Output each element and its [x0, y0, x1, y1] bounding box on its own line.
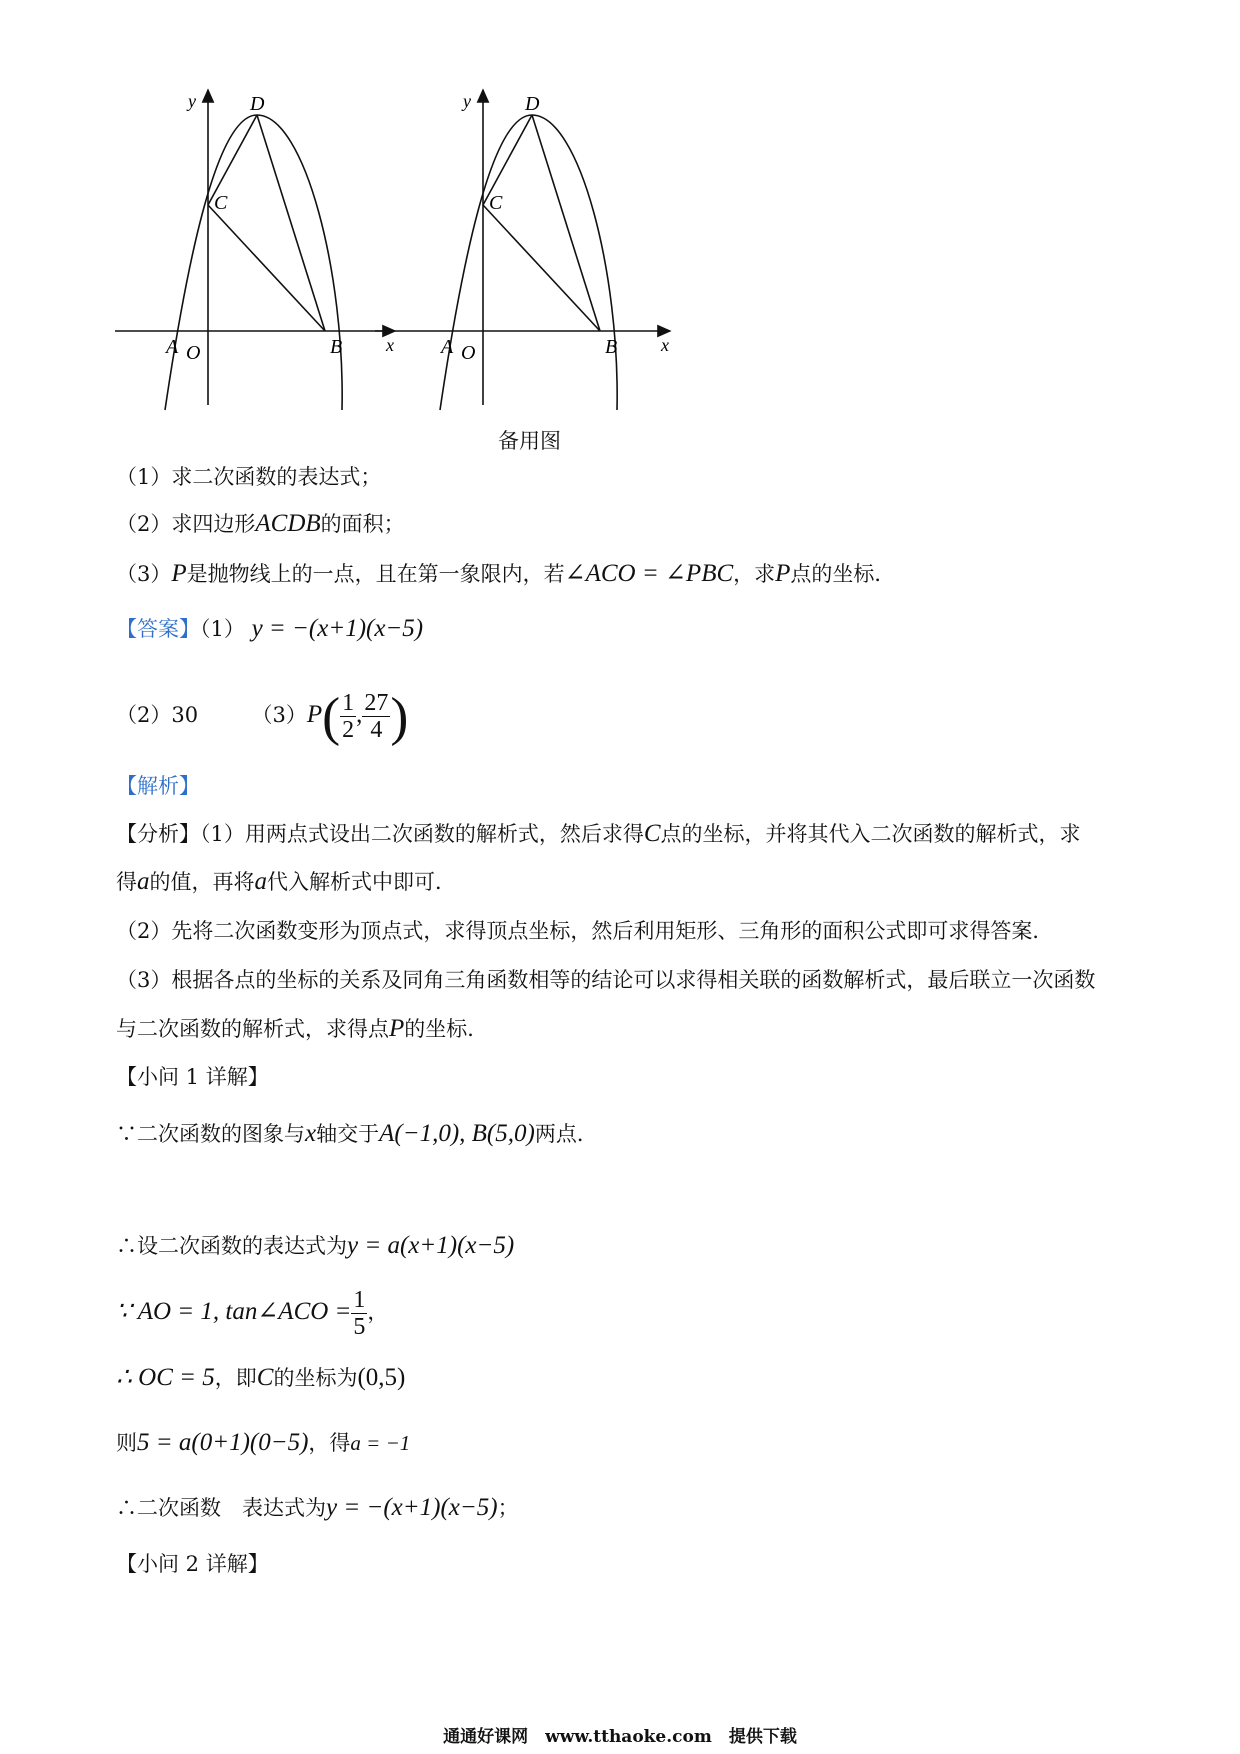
figure-caption: 备用图	[498, 429, 561, 453]
analysis-p3-line2: 与二次函数的解析式，求得点P的坐标．	[116, 1015, 489, 1042]
figures	[100, 85, 690, 430]
answer-2: （2）30	[116, 703, 199, 727]
detail-1-line5: 则5 = a(0+1)(0−5)，得a = −1	[116, 1429, 411, 1456]
analysis-p1-line1: 【分析】（1）用两点式设出二次函数的解析式，然后求得C点的坐标，并将其代入二次函数的解析式，求	[116, 820, 1081, 847]
detail-1-line3: ∵ AO = 1, tan∠ACO = $\frac{1}{5}$ ，	[116, 1287, 389, 1340]
detail-1-heading: 【小问 1 详解】	[116, 1065, 269, 1089]
label-y: y	[188, 91, 196, 111]
analysis-tag: 【解析】	[116, 774, 200, 798]
label-A: A	[166, 336, 179, 358]
label-x: x	[386, 335, 394, 355]
detail-1-line2: ∴设二次函数的表达式为y = a(x+1)(x−5)	[116, 1232, 515, 1259]
label-C: C	[489, 192, 503, 214]
answer-line-1: 【答案】（1） y = −(x+1)(x−5)	[116, 615, 424, 642]
question-1: （1）求二次函数的表达式；	[116, 465, 382, 489]
answer-line-2: （2）30 （3）P( $\frac{1}{2}$ , $\frac{27}{4}$ )	[116, 686, 409, 747]
question-3: （3）P是抛物线上的一点，且在第一象限内，若∠ACO = ∠PBC，求P点的坐标．	[116, 560, 896, 587]
parabola	[165, 115, 342, 410]
detail-1-line1: ∵二次函数的图象与x轴交于A(−1,0), B(5,0)两点．	[116, 1120, 598, 1147]
analysis-p1-line2: 得a的值，再将a代入解析式中即可．	[116, 868, 456, 895]
label-B: B	[605, 336, 618, 358]
analysis-p3-line1: （3）根据各点的坐标的关系及同角三角函数相等的结论可以求得相关联的函数解析式，最后联立一次函数	[116, 968, 1096, 992]
detail-1-line4: ∴ OC = 5，即C的坐标为(0,5)	[116, 1364, 406, 1391]
figure-right	[375, 90, 670, 410]
label-D: D	[250, 93, 265, 115]
footer: 通通好课网 www.tthaoke.com 提供下载	[443, 1727, 797, 1747]
label-x: x	[661, 335, 669, 355]
parabola	[440, 115, 617, 410]
label-A: A	[441, 336, 454, 358]
answer-tag: 【答案】	[116, 617, 200, 641]
fraction-x: $\frac{1}{2}$	[342, 690, 355, 743]
detail-2-heading: 【小问 2 详解】	[116, 1552, 269, 1576]
detail-1-line6: ∴二次函数 表达式为y = −(x+1)(x−5)；	[116, 1494, 519, 1521]
label-B: B	[330, 336, 343, 358]
answer-1-expr: y = −(x+1)(x−5)	[251, 615, 424, 642]
fraction-y: $\frac{27}{4}$	[364, 690, 389, 743]
question-2: （2）求四边形ACDB的面积；	[116, 510, 405, 537]
label-y: y	[463, 91, 471, 111]
label-O: O	[461, 342, 476, 364]
label-D: D	[525, 93, 540, 115]
label-O: O	[186, 342, 201, 364]
figure-left	[115, 90, 395, 410]
analysis-p2: （2）先将二次函数变形为顶点式，求得顶点坐标，然后利用矩形、三角形的面积公式即可求得答案．	[116, 919, 1054, 943]
label-C: C	[214, 192, 228, 214]
